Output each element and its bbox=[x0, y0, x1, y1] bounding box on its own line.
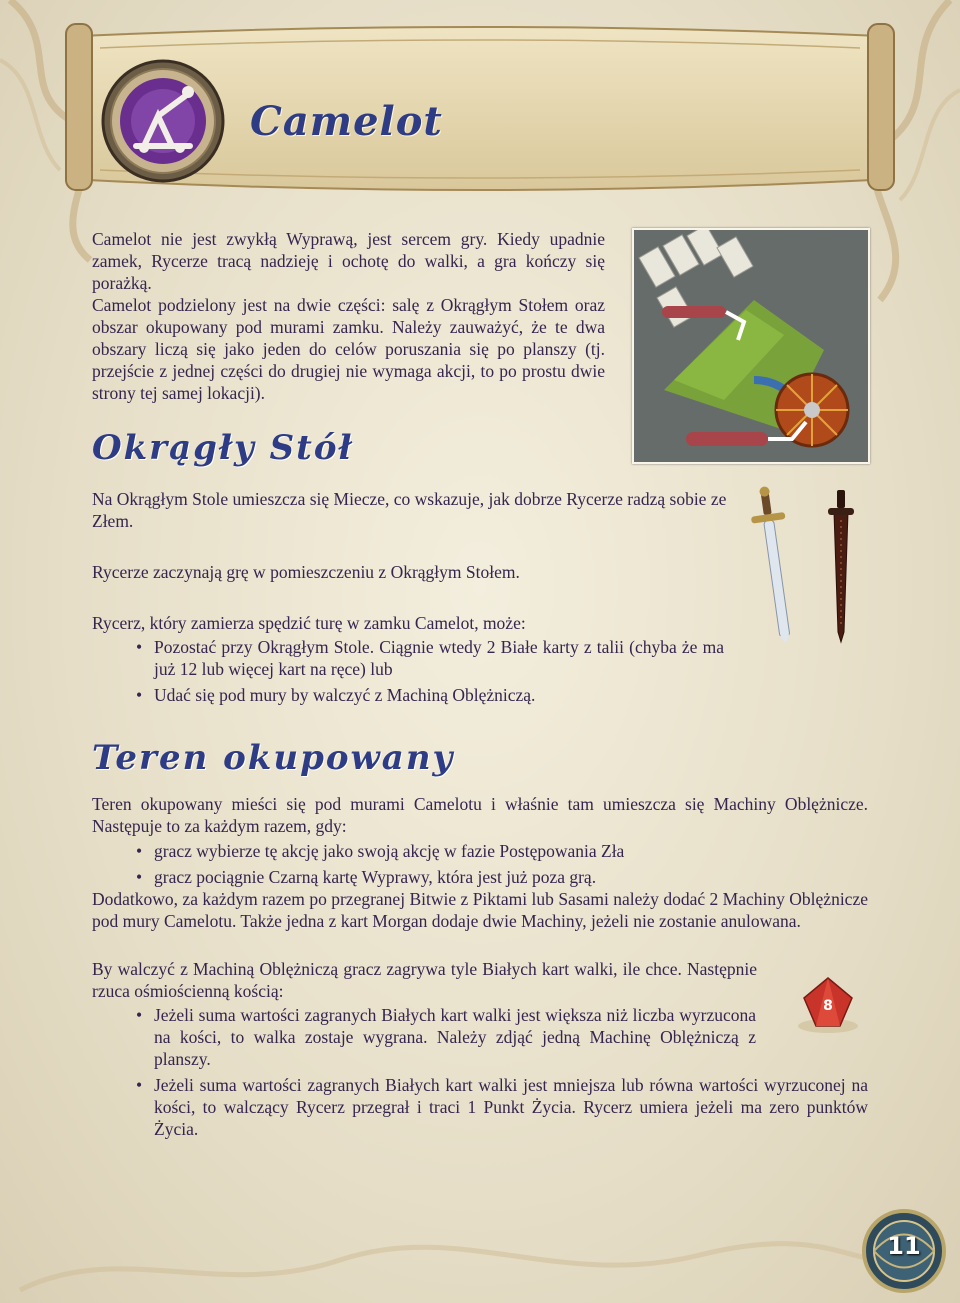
occupied-paragraph-2: Dodatkowo, za każdym razem po przegranej Bitwie z Piktami lub Sasami należy dodać 2 Machiny Oblężnicze pod mury Camelotu. Także jedna z kart Morgan dodaje dwie Machiny, jeżeli nie zostanie anulowana. bbox=[92, 889, 868, 931]
round-table-heading: Okrągły Stół bbox=[92, 428, 354, 468]
intro-paragraph-2: Camelot podzielony jest na dwie części: salę z Okrągłym Stołem oraz obszar okupowany pod murami zamku. Należy zauważyć, że te dwa obszary liczą się jako jeden do celów poruszania się po planszy (tj. przejście z jednej części do drugiej nie wymaga akcji, to po prostu dwie strony tej samej lokacji). bbox=[92, 295, 605, 403]
round-table-paragraph-2: Rycerze zaczynają grę w pomieszczeniu z Okrągłym Stołem. bbox=[92, 562, 520, 582]
camelot-board-image bbox=[632, 228, 870, 464]
list-item: • Jeżeli suma wartości zagranych Białych kart walki jest mniejsza lub równa wartości wyrzuconej na kości, to walczący Rycerz przegrał i traci 1 Punkt Życia. Rycerz umiera jeżeli ma zero punktów Życia. bbox=[134, 1074, 868, 1140]
list-item: • gracz pociągnie Czarną kartę Wyprawy, która jest już poza grą. bbox=[134, 866, 864, 888]
list-item: • Pozostać przy Okrągłym Stole. Ciągnie wtedy 2 Białe karty z talii (chyba że ma już 12 lub więcej kart na ręce) lub bbox=[134, 636, 724, 680]
round-table-paragraph-3: Rycerz, który zamierza spędzić turę w zamku Camelot, może: bbox=[92, 613, 526, 633]
intro-paragraph-1: Camelot nie jest zwykłą Wyprawą, jest sercem gry. Kiedy upadnie zamek, Rycerze tracą nadzieję i ochotę do walki, a gra kończy się porażką. bbox=[92, 229, 605, 293]
occupied-combat-list bbox=[134, 1004, 868, 1140]
list-item: • Udać się pod mury by walczyć z Machiną Oblężniczą. bbox=[134, 684, 724, 706]
vine-ornament-bottom bbox=[0, 1160, 960, 1300]
board-label-tag-1 bbox=[662, 306, 726, 318]
swords-icon bbox=[740, 486, 880, 644]
d8-die-icon bbox=[796, 976, 860, 1034]
board-label-tag-2 bbox=[686, 432, 768, 446]
list-item: • Jeżeli suma wartości zagranych Białych kart walki jest większa niż liczba wyrzucona na kości, to walka zostaje wygrana. Należy zdjąć jedną Machinę Oblężniczą z planszy. bbox=[134, 1004, 756, 1070]
occupied-paragraph-1: Teren okupowany mieści się pod murami Camelotu i właśnie tam umieszcza się Machiny Oblężnicze. Następuje to za każdym razem, gdy: bbox=[92, 794, 868, 836]
page-title: Camelot bbox=[250, 98, 443, 145]
die-face-number: 8 bbox=[823, 998, 833, 1014]
page-number: 11 bbox=[887, 1232, 921, 1260]
catapult-emblem-icon bbox=[100, 58, 226, 184]
round-table-options-list bbox=[134, 636, 724, 706]
list-item: • gracz wybierze tę akcję jako swoją akcję w fazie Postępowania Zła bbox=[134, 840, 864, 862]
occupied-siege-list bbox=[134, 840, 864, 888]
occupied-area-heading: Teren okupowany bbox=[92, 738, 455, 778]
occupied-paragraph-3: By walczyć z Machiną Oblężniczą gracz zagrywa tyle Białych kart walki, ile chce. Następnie rzuca ośmiościenną kością: bbox=[92, 959, 757, 1001]
round-table-paragraph-1: Na Okrągłym Stole umieszcza się Miecze, co wskazuje, jak dobrze Rycerze radzą sobie ze Złem. bbox=[92, 489, 727, 531]
